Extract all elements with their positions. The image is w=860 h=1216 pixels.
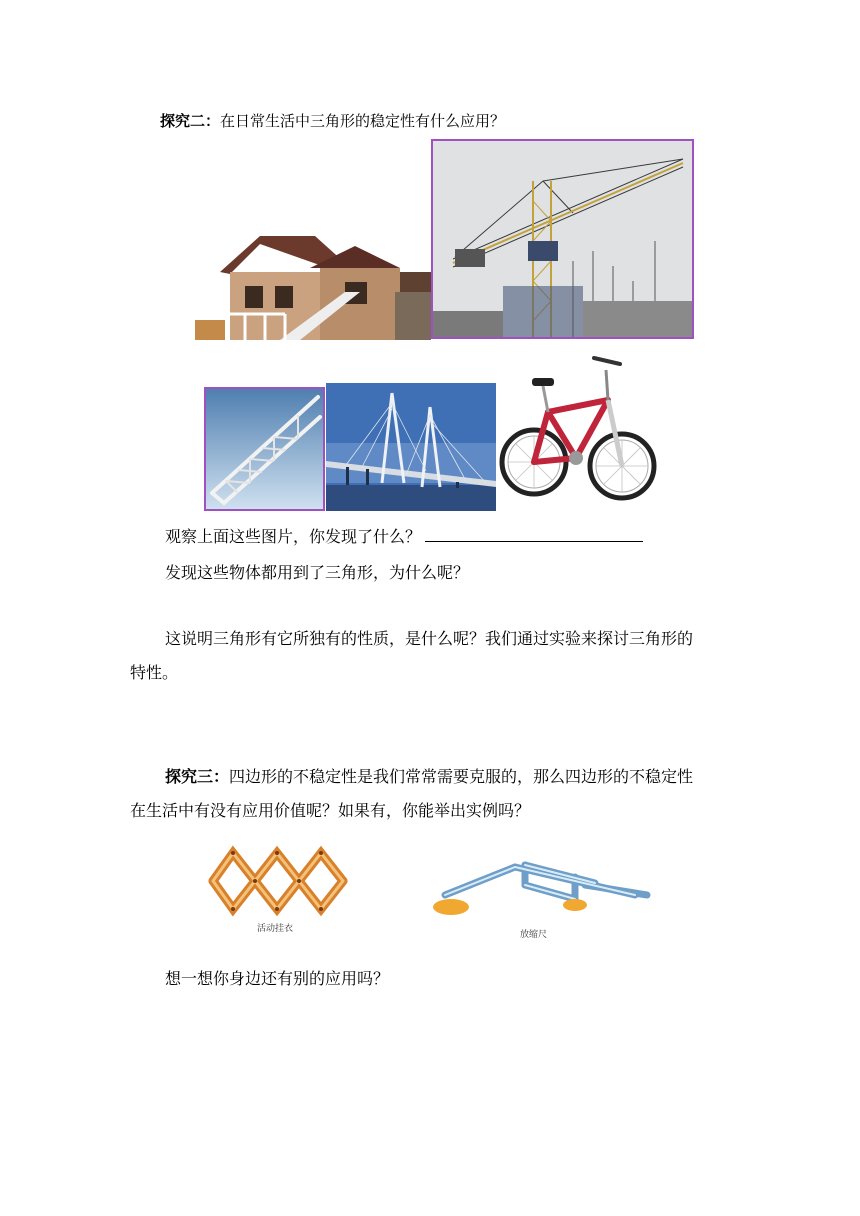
section3-label: 探究三： [165, 767, 230, 786]
bicycle-photo [498, 350, 658, 510]
section3-text1: 四边形的不稳定性是我们常常需要克服的，那么四边形的不稳定性 [229, 767, 694, 786]
section2-label: 探究二： [160, 112, 221, 130]
cable-stayed-bridge-photo [326, 383, 496, 511]
answer-blank[interactable] [425, 527, 643, 542]
finding-text: 发现这些物体都用到了三角形，为什么呢？ [165, 563, 470, 582]
observe-question: 观察上面这些图片，你发现了什么？ [165, 527, 422, 546]
collapsible-hanger-figure [205, 845, 365, 935]
think-text: 想一想你身边还有别的应用吗？ [165, 969, 390, 988]
truss-beam-photo [204, 387, 325, 511]
tower-crane-photo [431, 139, 694, 339]
pantograph-figure [425, 855, 653, 940]
explain-line2: 特性。 [130, 663, 179, 682]
section2-title [160, 110, 505, 132]
left-figure-caption: 活动挂衣 [257, 924, 294, 934]
section3-line2: 在生活中有没有应用价值呢？如果有，你能举出实例吗？ [130, 801, 531, 820]
section2-question: 在日常生活中三角形的稳定性有什么应用？ [220, 112, 506, 130]
observe-line [165, 526, 643, 548]
section3-line1 [165, 766, 693, 788]
explain-line1: 这说明三角形有它所独有的性质，是什么呢？我们通过实验来探讨三角形的 [165, 629, 694, 648]
house-photo [195, 232, 431, 340]
right-figure-caption: 放缩尺 [520, 930, 548, 940]
